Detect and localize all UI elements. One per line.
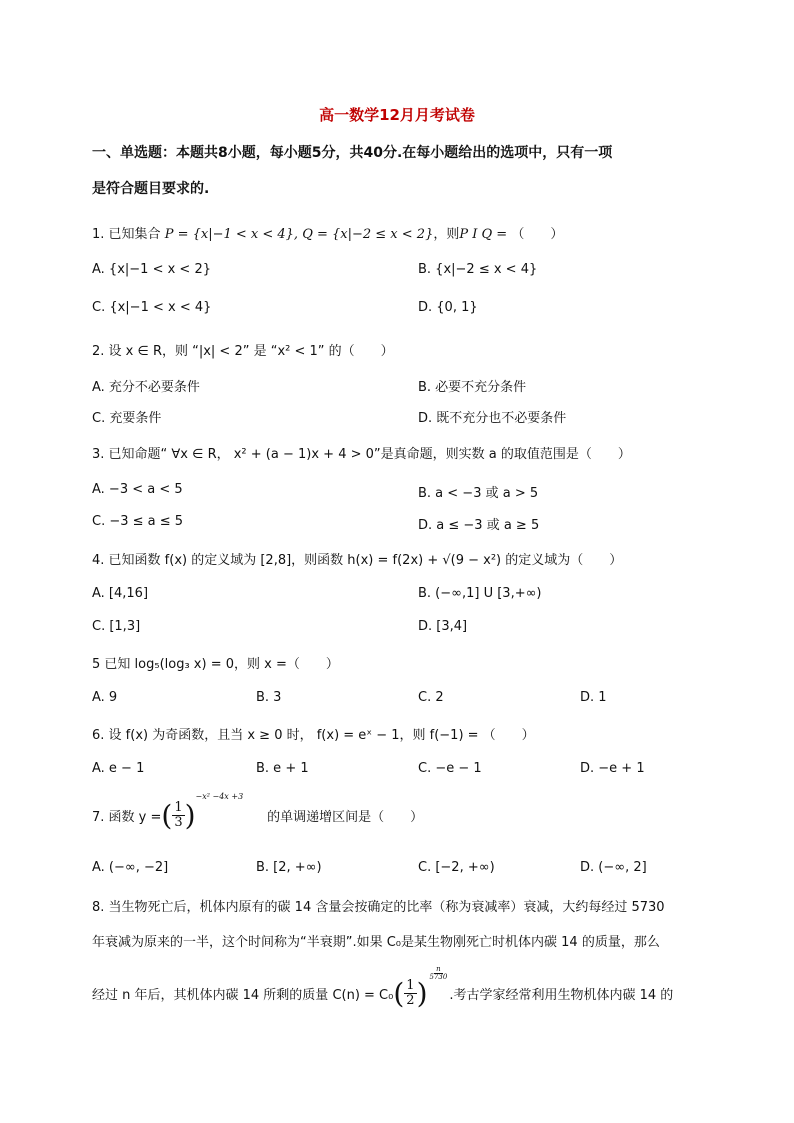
question-5-option-d: D. 1: [580, 690, 607, 705]
question-2-option-b: B. 必要不充分条件: [418, 380, 527, 395]
question-4-stem: 4. 已知函数 f(x) 的定义域为 [2,8]，则函数 h(x) = f(2x) + √(9 − x²) 的定义域为（ ）: [92, 553, 623, 568]
question-2-option-d: D. 既不充分也不必要条件: [418, 411, 567, 426]
question-1-option-a: A. {x|−1 < x < 2}: [92, 262, 211, 277]
question-1-stem: 1. 已知集合 P = {x|−1 < x < 4}, Q = {x|−2 ≤ x < 2}，则P I Q = （ ）: [92, 227, 564, 242]
question-7-option-b: B. [2, +∞): [256, 860, 322, 875]
question-3-option-a: A. −3 < a < 5: [92, 482, 183, 497]
question-1-option-c: C. {x|−1 < x < 4}: [92, 300, 212, 315]
question-6-option-a: A. e − 1: [92, 761, 145, 776]
question-8-line2: 年衰减为原来的一半，这个时间称为“半衰期”.如果 C₀是某生物刚死亡时机体内碳 14 的质量，那么: [92, 935, 660, 950]
question-2-stem: 2. 设 x ∈ R，则 “|x| < 2” 是 “x² < 1” 的（ ）: [92, 344, 394, 359]
question-8-exponent: $\frac{n}{5730}$: [429, 965, 448, 982]
question-7-option-c: C. [−2, +∞): [418, 860, 495, 875]
question-6-stem: 6. 设 f(x) 为奇函数，且当 x ≥ 0 时， f(x) = eˣ − 1，则 f(−1) = （ ）: [92, 728, 535, 743]
question-3-option-d: D. a ≤ −3 或 a ≥ 5: [418, 518, 540, 533]
question-6-option-d: D. −e + 1: [580, 761, 645, 776]
question-4-option-d: D. [3,4]: [418, 619, 468, 634]
question-6-option-c: C. −e − 1: [418, 761, 482, 776]
question-5-option-c: C. 2: [418, 690, 444, 705]
question-1-option-b: B. {x|−2 ≤ x < 4}: [418, 262, 538, 277]
question-2-option-a: A. 充分不必要条件: [92, 380, 200, 395]
question-3-option-c: C. −3 ≤ a ≤ 5: [92, 514, 184, 529]
question-1-option-d: D. {0, 1}: [418, 300, 478, 315]
question-4-option-b: B. (−∞,1] U [3,+∞): [418, 586, 542, 601]
section-heading-line2: 是符合题目要求的.: [92, 181, 210, 197]
question-7-stem: 7. 函数 y = ( $\frac{1}{3}$ ) −x² −4x +3 的单调递增区间是（ ）: [92, 792, 424, 832]
question-8-line1: 8. 当生物死亡后，机体内原有的碳 14 含量会按确定的比率（称为衰减率）衰减，大约每经过 5730: [92, 900, 665, 915]
question-7-option-d: D. (−∞, 2]: [580, 860, 647, 875]
question-2-option-c: C. 充要条件: [92, 411, 162, 426]
question-5-option-a: A. 9: [92, 690, 118, 705]
page-title: 高一数学12月月考试卷: [319, 106, 475, 124]
question-4-option-c: C. [1,3]: [92, 619, 141, 634]
question-7-fraction: $\frac{1}{3}$: [174, 799, 183, 830]
question-3-stem: 3. 已知命题“ ∀x ∈ R， x² + (a − 1)x + 4 > 0”是真命题，则实数 a 的取值范围是（ ）: [92, 447, 631, 462]
question-7-option-a: A. (−∞, −2]: [92, 860, 169, 875]
question-6-option-b: B. e + 1: [256, 761, 309, 776]
question-8-fraction: $\frac{1}{2}$: [406, 977, 415, 1008]
section-heading-line1: 一、单选题：本题共8小题，每小题5分，共40分.在每小题给出的选项中，只有一项: [92, 145, 613, 161]
question-5-stem: 5 已知 log₅(log₃ x) = 0，则 x =（ ）: [92, 657, 339, 672]
question-8-line3: 经过 n 年后，其机体内碳 14 所剩的质量 C(n) = C₀ ( $\frac{1}{2}$ ) $\frac{n}{5730}$ .考古学家经常利用生物机体内碳 14 的: [92, 965, 674, 1010]
question-3-option-b: B. a < −3 或 a > 5: [418, 486, 539, 501]
question-4-option-a: A. [4,16]: [92, 586, 149, 601]
question-5-option-b: B. 3: [256, 690, 282, 705]
